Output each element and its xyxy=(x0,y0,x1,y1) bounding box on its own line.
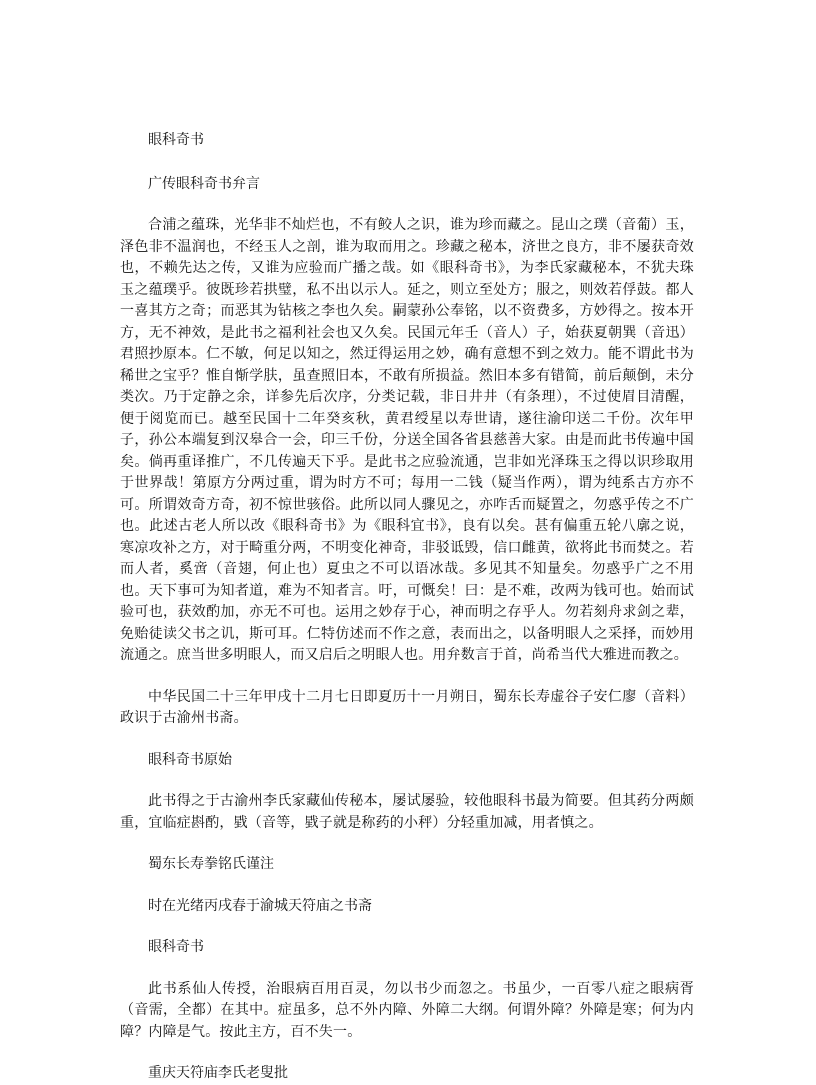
intro-body: 此书系仙人传授，治眼病百用百灵，勿以书少而忽之。书虽少，一百零八症之眼病胥（音需，全都）在其中。症虽多，总不外内障、外障二大纲。何谓外障？外障是寒；何为内障？内障是气。按此主方，百不失一。 xyxy=(120,980,694,1040)
commentary-heading: 重庆天符庙李氏老叟批 xyxy=(148,1065,288,1081)
date-place-line: 时在光绪丙戌春于渝城天符庙之书斋 xyxy=(148,897,372,914)
origin-body: 此书得之于古渝州李氏家藏仙传秘本，屡试屡验，较他眼科书最为简要。但其药分两颇重，宜临症斟酌，戥（音等，戥子就是称药的小秤）分轻重加减，用者慎之。 xyxy=(120,793,694,831)
preface-body: 合浦之蕴珠，光华非不灿烂也，不有鲛人之识，谁为珍而藏之。昆山之璞（音葡）玉，泽色非不温润也，不经玉人之剖，谁为取而用之。珍藏之秘本，济世之良方，非不屡获奇效也，不赖先达之传，又谁为应验而广播之哉。如《眼科奇书》，为李氏家藏秘本，不犹夫珠玉之蕴璞乎。彼既珍若拱璧，私不出以示人。延之，则立至处方；服之，则效若俘鼓。都人一喜其方之奇；而恶其为钻核之李也久矣。嗣蒙孙公奉铭，以不资费多，方妙得之。按本开方，无不神效，是此书之福利社会也又久矣。民国元年壬（音人）子，始获夏朝巽（音迅）君照抄原本。仁不敏，何足以知之，然迂得运用之妙，确有意想不到之效力。能不谓此书为稀世之宝乎？惟自惭学肤，虽查照旧本，不敢有所损益。然旧本多有错简，前后颠倒，未分类次。乃于定静之余，详参先后次序，分类记载，非日井井（有条理），不过使眉目清醒，便于阅览而已。越至民国十二年癸亥秋，黄君绶星以寿世请，遂往渝印送二千份。次年甲子，孙公本端复到汉皋合一会，印三千份，分送全国各省县慈善大家。由是而此书传遍中国矣。倘再重译推广，不几传遍天下乎。是此书之应验流通，岂非如光泽珠玉之得以识珍取用于世界哉！第原方分两过重，谓为时方不可；每用一二钱（疑当作两），谓为纯系古方亦不可。所谓效奇方奇，初不惊世骇俗。此所以同人骤见之，亦咋舌而疑置之，勿惑乎传之不广也。此述古老人所以改《眼科奇书》为《眼科宜书》，良有以矣。甚有偏重五轮八廓之说，寒凉攻补之方，对于畸重分两，不明变化神奇，非驳诋毁，信口雌黄，欲将此书而焚之。若而人者，奚啻（音翅，何止也）夏虫之不可以语冰哉。多见其不知量矣。勿惑乎广之不用也。天下事可为知者道，难为不知者言。吁，可慨矣！曰：是不难，改两为钱可也。始而试验可也，获效酌加，亦无不可也。运用之妙存于心，神而明之存乎人。勿若刻舟求剑之辈，免贻徒读父书之讥，斯可耳。仁特仿述而不作之意，表而出之，以备明眼人之采择，而妙用流通之。庶当世多明眼人，而又启后之明眼人也。用弁数言于首，尚希当代大雅进而教之。 xyxy=(120,217,694,663)
document-title: 眼科奇书 xyxy=(148,132,204,148)
preface-title: 广传眼科奇书弁言 xyxy=(148,175,260,192)
origin-title: 眼科奇书原始 xyxy=(148,751,232,768)
main-title: 眼科奇书 xyxy=(148,939,204,955)
document-page xyxy=(120,130,694,1085)
annotator-line: 蜀东长寿拳铭氏谨注 xyxy=(148,856,274,872)
preface-signature: 中华民国二十三年甲戌十二月七日即夏历十一月朔日，蜀东长寿虚谷子安仁廖（音料）政识于古渝州书斋。 xyxy=(120,688,694,726)
